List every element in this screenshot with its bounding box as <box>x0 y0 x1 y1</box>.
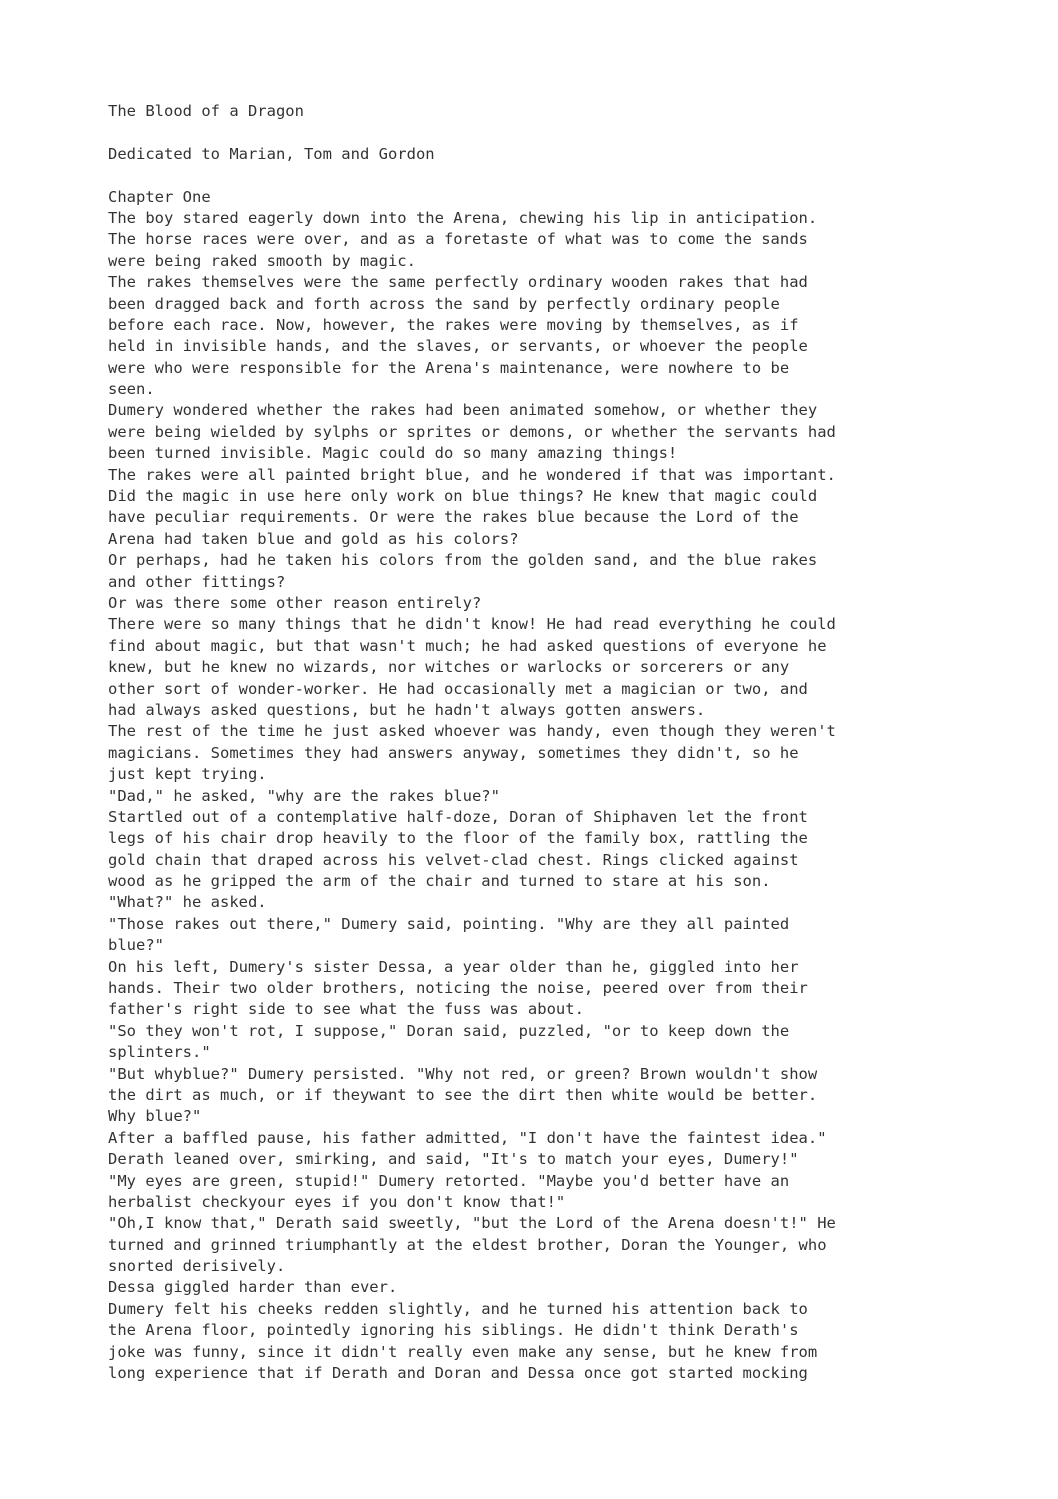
body-text-line: the dirt as much, or if theywant to see the dirt then white would be better. <box>108 1085 818 1104</box>
body-text-line: Did the magic in use here only work on blue things? He knew that magic could <box>108 487 818 506</box>
body-text-line: Why blue?" <box>108 1107 202 1126</box>
body-text-line: other sort of wonder-worker. He had occasionally met a magician or two, and <box>108 679 808 698</box>
document-text <box>108 101 1008 1384</box>
body-text-line: and other fittings? <box>108 572 286 591</box>
body-text-line: Arena had taken blue and gold as his colors? <box>108 529 519 548</box>
body-text-line: had always asked questions, but he hadn't always gotten answers. <box>108 700 706 719</box>
body-text-line: Derath leaned over, smirking, and said, "It's to match your eyes, Dumery!" <box>108 1150 799 1169</box>
body-text-line: "Oh,I know that," Derath said sweetly, "but the Lord of the Arena doesn't!" He <box>108 1214 836 1233</box>
body-text-line: blue?" <box>108 936 164 955</box>
body-text-line: On his left, Dumery's sister Dessa, a year older than he, giggled into her <box>108 957 799 976</box>
body-text-line: There were so many things that he didn't know! He had read everything he could <box>108 615 836 634</box>
body-text-line: Or was there some other reason entirely? <box>108 593 482 612</box>
chapter-heading: Chapter One <box>108 187 211 206</box>
body-text-line: were being raked smooth by magic. <box>108 251 416 270</box>
chapter-body <box>108 208 1008 1384</box>
body-text-line: were being wielded by sylphs or sprites or demons, or whether the servants had <box>108 422 836 441</box>
body-text-line: held in invisible hands, and the slaves, or servants, or whoever the people <box>108 337 808 356</box>
body-text-line: gold chain that draped across his velvet-clad chest. Rings clicked against <box>108 850 799 869</box>
body-text-line: "So they won't rot, I suppose," Doran said, puzzled, "or to keep down the <box>108 1021 790 1040</box>
body-text-line: snorted derisively. <box>108 1257 286 1276</box>
body-text-line: seen. <box>108 380 155 399</box>
body-text-line: turned and grinned triumphantly at the eldest brother, Doran the Younger, who <box>108 1235 827 1254</box>
body-text-line: find about magic, but that wasn't much; he had asked questions of everyone he <box>108 636 827 655</box>
body-text-line: been dragged back and forth across the sand by perfectly ordinary people <box>108 294 780 313</box>
body-text-line: "Those rakes out there," Dumery said, pointing. "Why are they all painted <box>108 914 790 933</box>
body-text-line: were who were responsible for the Arena's maintenance, were nowhere to be <box>108 358 790 377</box>
body-text-line: knew, but he knew no wizards, nor witches or warlocks or sorcerers or any <box>108 658 790 677</box>
body-text-line: "But whyblue?" Dumery persisted. "Why not red, or green? Brown wouldn't show <box>108 1064 818 1083</box>
body-text-line: The rakes themselves were the same perfectly ordinary wooden rakes that had <box>108 273 808 292</box>
body-text-line: Dumery wondered whether the rakes had been animated somehow, or whether they <box>108 401 818 420</box>
body-text-line: the Arena floor, pointedly ignoring his siblings. He didn't think Derath's <box>108 1321 799 1340</box>
body-text-line: have peculiar requirements. Or were the rakes blue because the Lord of the <box>108 508 799 527</box>
document-title: The Blood of a Dragon <box>108 102 304 120</box>
body-text-line: The rakes were all painted bright blue, and he wondered if that was important. <box>108 465 836 484</box>
body-text-line: magicians. Sometimes they had answers anyway, sometimes they didn't, so he <box>108 743 799 762</box>
blank-line <box>108 165 1008 186</box>
body-text-line: joke was funny, since it didn't really even make any sense, but he knew from <box>108 1342 818 1361</box>
body-text-line: just kept trying. <box>108 765 267 784</box>
body-text-line: Dumery felt his cheeks redden slightly, and he turned his attention back to <box>108 1299 808 1318</box>
body-text-line: Dessa giggled harder than ever. <box>108 1278 398 1297</box>
body-text-line: Or perhaps, had he taken his colors from the golden sand, and the blue rakes <box>108 551 818 570</box>
body-text-line: After a baffled pause, his father admitted, "I don't have the faintest idea." <box>108 1128 827 1147</box>
body-text-line: splinters." <box>108 1043 211 1062</box>
body-text-line: father's right side to see what the fuss was about. <box>108 1000 584 1019</box>
body-text-line: The horse races were over, and as a foretaste of what was to come the sands <box>108 230 808 249</box>
body-text-line: herbalist checkyour eyes if you don't know that!" <box>108 1192 566 1211</box>
blank-line <box>108 122 1008 143</box>
body-text-line: been turned invisible. Magic could do so many amazing things! <box>108 444 678 463</box>
body-text-line: The rest of the time he just asked whoever was handy, even though they weren't <box>108 722 836 741</box>
body-text-line: hands. Their two older brothers, noticing the noise, peered over from their <box>108 979 808 998</box>
body-text-line: "What?" he asked. <box>108 893 267 912</box>
body-text-line: The boy stared eagerly down into the Arena, chewing his lip in anticipation. <box>108 208 818 227</box>
body-text-line: "My eyes are green, stupid!" Dumery retorted. "Maybe you'd better have an <box>108 1171 790 1190</box>
body-text-line: long experience that if Derath and Doran and Dessa once got started mocking <box>108 1364 808 1383</box>
body-text-line: Startled out of a contemplative half-doze, Doran of Shiphaven let the front <box>108 807 808 826</box>
body-text-line: before each race. Now, however, the rakes were moving by themselves, as if <box>108 315 799 334</box>
dedication: Dedicated to Marian, Tom and Gordon <box>108 144 435 163</box>
body-text-line: wood as he gripped the arm of the chair and turned to stare at his son. <box>108 872 771 891</box>
body-text-line: "Dad," he asked, "why are the rakes blue?" <box>108 786 500 805</box>
body-text-line: legs of his chair drop heavily to the floor of the family box, rattling the <box>108 829 808 848</box>
